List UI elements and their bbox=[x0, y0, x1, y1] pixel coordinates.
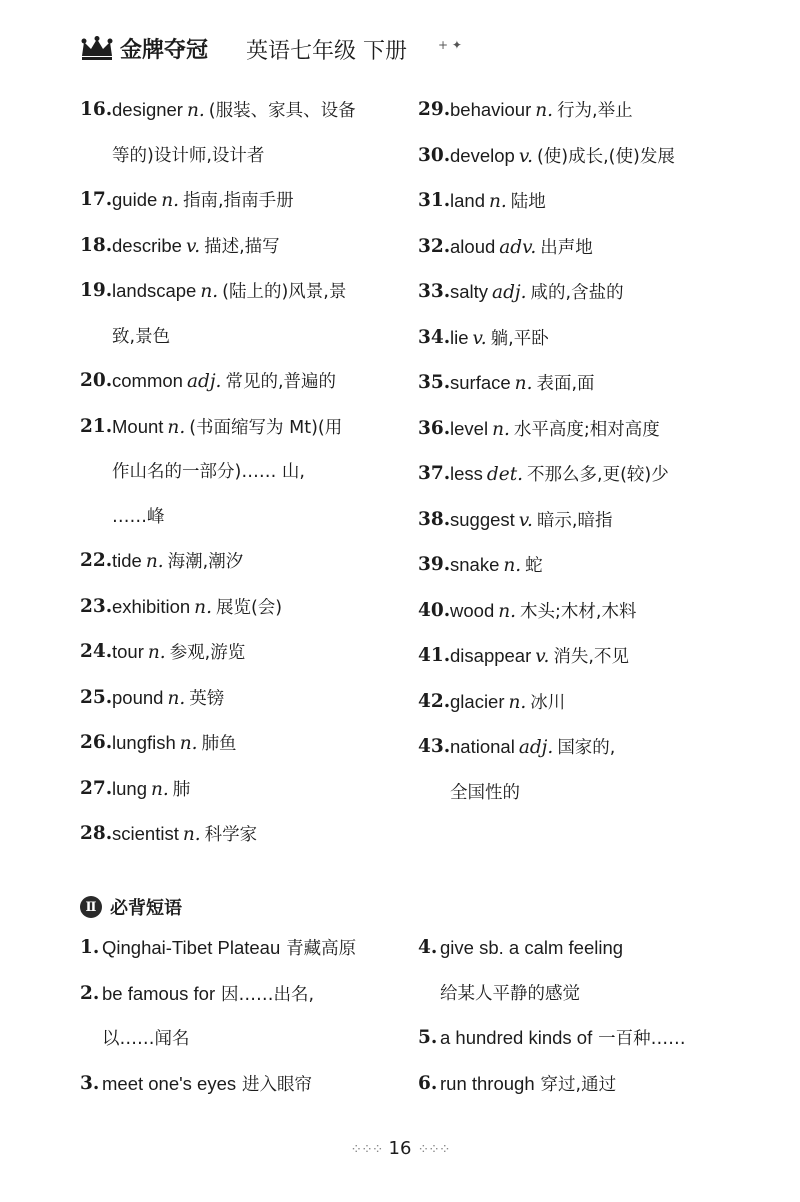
vocab-entry bbox=[80, 630, 410, 676]
phrase-entry bbox=[80, 926, 410, 972]
page-number: 16 bbox=[388, 1138, 412, 1159]
entry-definition: 英镑 bbox=[189, 688, 225, 709]
phrase-english: run through bbox=[440, 1072, 535, 1094]
entry-pos: n. bbox=[508, 691, 527, 713]
vocab-entry bbox=[418, 316, 748, 362]
entry-word: common bbox=[112, 370, 183, 391]
vocab-column-right bbox=[418, 88, 748, 815]
entry-pos: n. bbox=[147, 642, 166, 663]
entry-number: 38. bbox=[418, 508, 451, 530]
vocab-entry bbox=[80, 767, 410, 813]
vocab-entry bbox=[80, 812, 410, 858]
phrase-number: 2. bbox=[80, 982, 100, 1004]
entry-word: exhibition bbox=[112, 595, 191, 617]
entry-word: snake bbox=[450, 554, 500, 575]
entry-number: 43. bbox=[418, 736, 451, 757]
entry-word: guide bbox=[112, 189, 158, 210]
entry-pos: adj. bbox=[518, 737, 554, 758]
entry-pos: adj. bbox=[186, 371, 222, 392]
phrase-column-right bbox=[418, 926, 748, 1107]
entry-word: scientist bbox=[112, 823, 179, 844]
entry-definition: 国家的, bbox=[557, 738, 616, 758]
entry-number: 16. bbox=[80, 99, 113, 120]
entry-word: Mount bbox=[112, 415, 164, 437]
entry-pos: n. bbox=[161, 190, 180, 211]
vocab-entry bbox=[80, 224, 410, 270]
entry-word: lie bbox=[450, 326, 469, 348]
entry-pos: v. bbox=[535, 646, 550, 667]
entry-pos: n. bbox=[145, 551, 164, 572]
entry-definition-cont: 作山名的一部分)…… 山, bbox=[112, 462, 305, 482]
entry-definition: (服装、家具、设备 bbox=[208, 101, 356, 121]
entry-definition: 躺,平卧 bbox=[490, 328, 549, 349]
entry-definition: 陆地 bbox=[510, 192, 546, 212]
entry-definition: 肺 bbox=[172, 779, 191, 800]
entry-number: 23. bbox=[80, 595, 113, 617]
vocab-entry bbox=[80, 585, 410, 631]
vocab-entry bbox=[418, 225, 748, 271]
entry-number: 37. bbox=[418, 463, 451, 484]
phrase-number: 1. bbox=[80, 937, 100, 958]
phrase-column-left bbox=[80, 926, 410, 1107]
sparkle-decoration: + ✦ bbox=[438, 38, 462, 52]
entry-number: 35. bbox=[418, 372, 451, 393]
page-header bbox=[0, 0, 800, 80]
entry-pos: n. bbox=[503, 555, 522, 576]
entry-definition: 木头;木材,木料 bbox=[520, 601, 637, 622]
entry-number: 34. bbox=[418, 326, 451, 348]
entry-number: 24. bbox=[80, 641, 113, 662]
entry-word: landscape bbox=[112, 280, 197, 301]
dots-decoration: ⁘⁘⁘ bbox=[350, 1142, 383, 1158]
page-footer bbox=[0, 1138, 800, 1159]
vocab-entry bbox=[418, 680, 748, 726]
entry-definition: 描述,描写 bbox=[204, 236, 280, 257]
vocab-entry bbox=[80, 359, 410, 405]
entry-pos: v. bbox=[185, 235, 201, 257]
entry-pos: n. bbox=[150, 778, 169, 800]
subject-title: 英语七年级 下册 bbox=[246, 39, 407, 64]
crown-icon bbox=[80, 36, 114, 60]
entry-word: tour bbox=[112, 641, 144, 662]
entry-pos: det. bbox=[486, 464, 524, 485]
phrase-number: 4. bbox=[418, 937, 438, 958]
entry-word: surface bbox=[450, 372, 511, 393]
phrase-chinese-cont: 给某人平静的感觉 bbox=[440, 983, 580, 1004]
entry-number: 22. bbox=[80, 550, 113, 571]
entry-number: 32. bbox=[418, 235, 451, 257]
entry-definition-cont: ……峰 bbox=[112, 506, 165, 527]
phrase-chinese: 穿过,通过 bbox=[540, 1074, 617, 1095]
vocab-entry bbox=[80, 88, 410, 178]
phrase-english: give sb. a calm feeling bbox=[440, 937, 624, 958]
entry-definition: 行为,举止 bbox=[557, 101, 633, 121]
entry-definition-cont: 致,景色 bbox=[112, 326, 171, 347]
entry-pos: n. bbox=[167, 687, 186, 709]
entry-number: 41. bbox=[418, 645, 451, 666]
vocab-entry bbox=[418, 88, 748, 134]
entry-pos: v. bbox=[518, 509, 533, 531]
entry-pos: n. bbox=[182, 824, 201, 845]
vocab-entry bbox=[418, 498, 748, 544]
entry-definition: 肺鱼 bbox=[201, 734, 237, 754]
entry-definition: 水平高度;相对高度 bbox=[513, 419, 660, 440]
entry-number: 31. bbox=[418, 190, 451, 211]
entry-definition: 咸的,含盐的 bbox=[530, 283, 624, 303]
dots-decoration: ⁘⁘⁘ bbox=[417, 1142, 450, 1158]
vocab-entry bbox=[418, 452, 748, 498]
entry-word: disappear bbox=[450, 645, 532, 666]
vocab-entry bbox=[80, 676, 410, 722]
entry-word: land bbox=[450, 190, 485, 211]
entry-definition: 参观,游览 bbox=[169, 643, 246, 663]
entry-word: national bbox=[450, 736, 515, 757]
entry-definition: (使)成长,(使)发展 bbox=[536, 146, 675, 167]
section-heading bbox=[80, 892, 182, 922]
vocab-entry bbox=[418, 270, 748, 316]
entry-definition: (陆上的)风景,景 bbox=[222, 282, 347, 302]
entry-definition: (书面缩写为 Mt)(用 bbox=[189, 417, 343, 438]
phrase-number: 3. bbox=[80, 1072, 100, 1094]
entry-definition: 消失,不见 bbox=[553, 647, 629, 667]
entry-pos: adv. bbox=[499, 236, 537, 258]
entry-word: less bbox=[450, 463, 483, 484]
entry-number: 30. bbox=[418, 144, 451, 166]
phrase-entry bbox=[418, 926, 748, 1016]
entry-definition: 暗示,暗指 bbox=[536, 510, 613, 531]
phrase-entry bbox=[418, 1062, 748, 1108]
entry-number: 42. bbox=[418, 690, 451, 712]
entry-number: 39. bbox=[418, 554, 451, 575]
vocab-entry bbox=[418, 407, 748, 453]
entry-number: 17. bbox=[80, 189, 113, 210]
phrase-entry bbox=[80, 972, 410, 1062]
entry-pos: n. bbox=[200, 281, 219, 302]
entry-word: pound bbox=[112, 686, 164, 708]
entry-pos: n. bbox=[535, 100, 554, 121]
phrase-chinese: 一百种…… bbox=[598, 1029, 686, 1049]
entry-definition: 展览(会) bbox=[215, 597, 283, 618]
entry-pos: v. bbox=[518, 145, 533, 167]
entry-word: wood bbox=[450, 599, 495, 621]
entry-number: 19. bbox=[80, 280, 113, 301]
entry-word: level bbox=[450, 417, 489, 439]
vocab-entry bbox=[418, 134, 748, 180]
entry-number: 27. bbox=[80, 777, 113, 799]
entry-pos: n. bbox=[194, 596, 212, 618]
phrase-english: a hundred kinds of bbox=[440, 1027, 593, 1048]
vocab-entry bbox=[418, 634, 748, 680]
phrase-chinese-cont: 以……闻名 bbox=[102, 1029, 190, 1049]
entry-number: 26. bbox=[80, 732, 113, 753]
entry-definition: 不那么多,更(较)少 bbox=[527, 465, 669, 485]
entry-number: 18. bbox=[80, 234, 113, 256]
phrase-english: be famous for bbox=[102, 982, 216, 1004]
entry-word: designer bbox=[112, 99, 183, 120]
entry-word: aloud bbox=[450, 235, 496, 257]
entry-number: 20. bbox=[80, 370, 113, 391]
phrase-number: 5. bbox=[418, 1027, 438, 1048]
entry-definition: 蛇 bbox=[525, 556, 543, 576]
entry-definition: 海潮,潮汐 bbox=[167, 552, 244, 572]
vocab-entry bbox=[418, 361, 748, 407]
vocab-entry bbox=[80, 539, 410, 585]
entry-definition: 常见的,普遍的 bbox=[225, 372, 337, 392]
phrase-entry bbox=[418, 1016, 748, 1062]
entry-pos: n. bbox=[179, 733, 198, 754]
entry-word: lung bbox=[112, 777, 147, 799]
entry-word: develop bbox=[450, 144, 515, 166]
entry-definition: 科学家 bbox=[204, 825, 258, 845]
vocab-entry bbox=[418, 543, 748, 589]
phrase-chinese: 因……出名, bbox=[221, 984, 315, 1005]
phrase-english: meet one's eyes bbox=[102, 1072, 237, 1094]
entry-number: 28. bbox=[80, 823, 113, 844]
entry-word: tide bbox=[112, 550, 142, 571]
entry-pos: n. bbox=[492, 418, 510, 440]
entry-definition: 出声地 bbox=[540, 237, 593, 258]
entry-number: 29. bbox=[418, 99, 451, 120]
entry-word: behaviour bbox=[450, 99, 532, 120]
entry-pos: n. bbox=[488, 191, 507, 212]
entry-definition-cont: 等的)设计师,设计者 bbox=[112, 145, 265, 166]
vocab-entry bbox=[80, 178, 410, 224]
entry-pos: n. bbox=[167, 416, 186, 438]
entry-pos: v. bbox=[472, 327, 487, 349]
section-title: 必背短语 bbox=[110, 898, 182, 919]
entry-word: describe bbox=[112, 234, 182, 256]
brand-title: 金牌夺冠 bbox=[120, 38, 209, 63]
entry-word: lungfish bbox=[112, 732, 176, 753]
phrase-english: Qinghai-Tibet Plateau bbox=[102, 937, 281, 958]
vocab-column-left bbox=[80, 88, 410, 858]
entry-word: glacier bbox=[450, 690, 505, 712]
vocab-entry bbox=[80, 721, 410, 767]
entry-number: 40. bbox=[418, 599, 451, 621]
entry-number: 21. bbox=[80, 415, 113, 437]
entry-number: 33. bbox=[418, 281, 451, 302]
entry-word: suggest bbox=[450, 508, 515, 530]
entry-definition: 指南,指南手册 bbox=[183, 191, 294, 211]
entry-pos: n. bbox=[498, 600, 517, 622]
entry-definition: 冰川 bbox=[530, 692, 566, 713]
entry-number: 25. bbox=[80, 686, 113, 708]
phrase-number: 6. bbox=[418, 1072, 438, 1094]
vocab-entry bbox=[418, 589, 748, 635]
vocab-entry bbox=[418, 179, 748, 225]
phrase-chinese: 进入眼帘 bbox=[242, 1074, 313, 1095]
vocab-entry bbox=[418, 725, 748, 815]
entry-definition-cont: 全国性的 bbox=[450, 782, 520, 803]
phrase-chinese: 青藏高原 bbox=[286, 939, 357, 959]
phrase-entry bbox=[80, 1062, 410, 1108]
vocab-entry bbox=[80, 269, 410, 359]
entry-number: 36. bbox=[418, 417, 451, 439]
vocab-entry bbox=[80, 405, 410, 540]
entry-word: salty bbox=[450, 281, 489, 302]
entry-pos: adj. bbox=[492, 282, 527, 303]
entry-pos: n. bbox=[514, 373, 533, 394]
section-badge: Ⅱ bbox=[80, 896, 102, 918]
entry-definition: 表面,面 bbox=[536, 374, 595, 394]
entry-pos: n. bbox=[186, 100, 205, 121]
